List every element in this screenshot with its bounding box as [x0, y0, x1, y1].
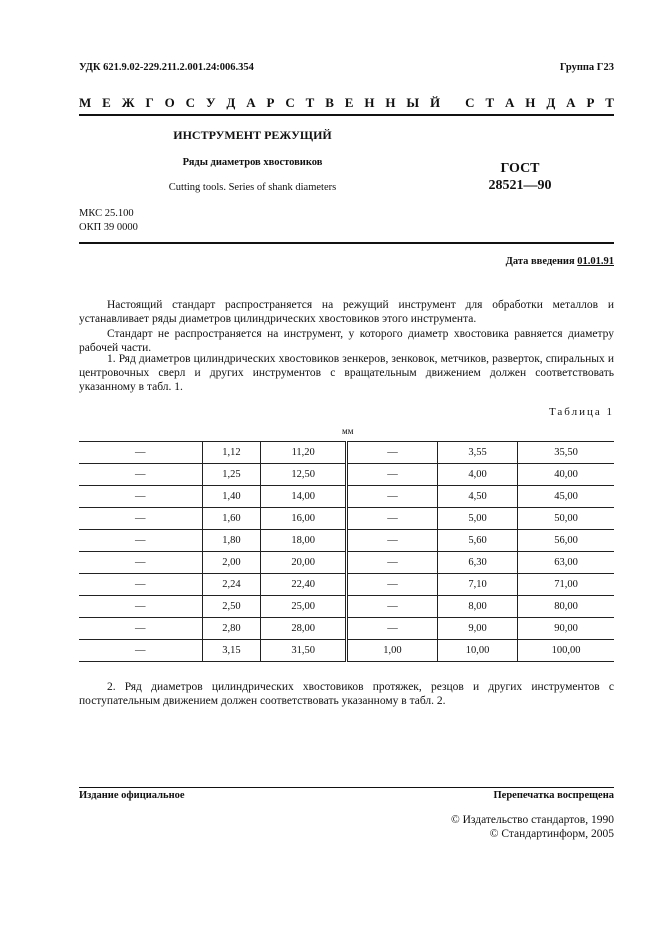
paragraph-clause-1-text: 1. Ряд диаметров цилиндрических хвостовиков зенкеров, зенковок, метчиков, разверток, спиральных и центровочных сверл и других инструментов с вращательным движением должен соответствовать указанному в табл. 1. — [79, 353, 614, 394]
table-row — [79, 442, 614, 464]
document-title: ИНСТРУМЕНТ РЕЖУЩИЙ — [173, 128, 332, 142]
heading-letter: О — [164, 95, 175, 110]
table-cell: 45,00 — [518, 486, 614, 508]
heading-letter: А — [566, 95, 576, 110]
table-cell: — — [79, 486, 202, 508]
intro-date — [506, 256, 614, 267]
table-cell: 40,00 — [518, 464, 614, 486]
diameter-table — [79, 441, 614, 662]
table-row — [79, 464, 614, 486]
heading-letter: Е — [344, 95, 354, 110]
gost-label: ГОСТ — [500, 161, 540, 176]
table-cell: 1,25 — [202, 464, 261, 486]
table-cell: — — [346, 596, 437, 618]
heading-letter: А — [505, 95, 515, 110]
table-cell: 50,00 — [518, 508, 614, 530]
document-subtitle-en: Cutting tools. Series of shank diameters — [168, 182, 337, 193]
table-cell: 6,30 — [437, 552, 517, 574]
table-cell: — — [346, 442, 437, 464]
table-row — [79, 574, 614, 596]
official-edition-label: Издание официальное — [79, 790, 185, 801]
copyright-1990: © Издательство стандартов, 1990 — [450, 814, 614, 826]
group-code: Группа Г23 — [559, 62, 614, 73]
standard-type-heading — [79, 95, 614, 111]
heading-letter: Н — [364, 95, 375, 110]
table-cell: 22,40 — [261, 574, 347, 596]
table-cell: — — [346, 552, 437, 574]
table-cell: 8,00 — [437, 596, 517, 618]
table-cell: 1,80 — [202, 530, 261, 552]
heading-letter: Й — [430, 95, 441, 110]
copyright-block — [451, 813, 614, 841]
table-cell: 35,50 — [518, 442, 614, 464]
table-cell: — — [346, 464, 437, 486]
table-cell: 90,00 — [518, 618, 614, 640]
table-cell: 2,24 — [202, 574, 261, 596]
table-cell: — — [79, 596, 202, 618]
table-cell: — — [79, 618, 202, 640]
paragraph-scope — [79, 298, 614, 326]
classification-codes — [79, 207, 138, 235]
table-cell: — — [79, 552, 202, 574]
table-cell: — — [79, 530, 202, 552]
heading-letter: С — [285, 95, 295, 110]
table-cell: 7,10 — [437, 574, 517, 596]
heading-letter: С — [465, 95, 475, 110]
document-subtitle-ru: Ряды диаметров хвостовиков — [182, 157, 323, 168]
heading-letter: С — [185, 95, 196, 110]
table-row — [79, 508, 614, 530]
paragraph-clause-2 — [79, 680, 614, 708]
title-rule — [79, 242, 614, 244]
table-cell: 20,00 — [261, 552, 347, 574]
table-cell: 18,00 — [261, 530, 347, 552]
heading-letter: Н — [525, 95, 536, 110]
intro-date-value: 01.01.91 — [577, 256, 614, 267]
copyright-2005: © Стандартинформ, 2005 — [489, 828, 614, 840]
table-cell: 31,50 — [261, 640, 347, 662]
table-cell: 10,00 — [437, 640, 517, 662]
table-cell: 14,00 — [261, 486, 347, 508]
reprint-prohibited-label: Перепечатка воспрещена — [493, 790, 614, 801]
table-cell: — — [346, 508, 437, 530]
table-cell: — — [79, 464, 202, 486]
heading-letter: Ж — [121, 95, 135, 110]
table-cell: 100,00 — [518, 640, 614, 662]
table-cell: 1,00 — [346, 640, 437, 662]
heading-letter: Т — [305, 95, 315, 110]
table-cell: 1,12 — [202, 442, 261, 464]
table-cell: — — [346, 486, 437, 508]
table-caption: Таблица 1 — [548, 406, 614, 418]
table-cell: 5,60 — [437, 530, 517, 552]
footer-rule — [79, 787, 614, 788]
table-cell: 28,00 — [261, 618, 347, 640]
table-cell: 11,20 — [261, 442, 347, 464]
heading-letter: М — [79, 95, 92, 110]
gost-number: 28521—90 — [488, 178, 552, 193]
table-row — [79, 596, 614, 618]
table-cell: 1,40 — [202, 486, 261, 508]
table-cell: 5,00 — [437, 508, 517, 530]
table-cell: 12,50 — [261, 464, 347, 486]
table-cell: 1,60 — [202, 508, 261, 530]
paragraph-exclusion-text: Стандарт не распространяется на инструмент, у которого диаметр хвостовика равняется диаметру рабочей части. — [79, 328, 614, 355]
heading-letter: Д — [226, 95, 236, 110]
header-rule — [79, 114, 614, 116]
heading-letter: Г — [145, 95, 154, 110]
table-cell: 16,00 — [261, 508, 347, 530]
table-cell: 56,00 — [518, 530, 614, 552]
gost-designation — [480, 160, 560, 194]
heading-letter: Р — [266, 95, 275, 110]
heading-letter: Н — [385, 95, 396, 110]
table-unit: мм — [342, 426, 354, 436]
heading-letter: А — [246, 95, 256, 110]
table-cell: — — [79, 574, 202, 596]
heading-letter — [451, 95, 454, 111]
paragraph-clause-1 — [79, 352, 614, 395]
okp-code: ОКП 39 0000 — [79, 222, 138, 233]
table-cell: 80,00 — [518, 596, 614, 618]
heading-letter: Е — [102, 95, 111, 110]
table-cell: — — [346, 618, 437, 640]
heading-letter: У — [205, 95, 216, 110]
table-row — [79, 486, 614, 508]
heading-letter: Д — [546, 95, 556, 110]
table-cell: — — [346, 530, 437, 552]
table-cell: 71,00 — [518, 574, 614, 596]
table-row — [79, 530, 614, 552]
heading-letter: Т — [485, 95, 495, 110]
table-cell: 63,00 — [518, 552, 614, 574]
table-cell: 2,80 — [202, 618, 261, 640]
heading-letter: Ы — [406, 95, 420, 110]
heading-letter: Р — [586, 95, 595, 110]
udk-code: УДК 621.9.02-229.211.2.001.24:006.354 — [79, 62, 254, 73]
table-cell: — — [79, 640, 202, 662]
table-cell: 2,50 — [202, 596, 261, 618]
table-cell: 4,00 — [437, 464, 517, 486]
intro-date-label: Дата введения — [505, 256, 575, 267]
table-cell: — — [79, 442, 202, 464]
table-cell: — — [346, 574, 437, 596]
heading-letter: В — [325, 95, 334, 110]
table-row — [79, 618, 614, 640]
mks-code: МКС 25.100 — [79, 208, 134, 219]
paragraph-scope-text: Настоящий стандарт распространяется на режущий инструмент для обработки металлов и устанавливает ряды диаметров цилиндрических хвостовиков этого инструмента. — [79, 299, 614, 326]
table-row — [79, 552, 614, 574]
table-row — [79, 640, 614, 662]
table-cell: 3,15 — [202, 640, 261, 662]
paragraph-clause-2-text: 2. Ряд диаметров цилиндрических хвостовиков протяжек, резцов и других инструментов с поступательным движением должен соответствовать указанному в табл. 2. — [79, 681, 614, 708]
table-cell: 9,00 — [437, 618, 517, 640]
table-cell: — — [79, 508, 202, 530]
table-cell: 2,00 — [202, 552, 261, 574]
table-cell: 4,50 — [437, 486, 517, 508]
heading-letter: Т — [605, 95, 614, 110]
table-cell: 25,00 — [261, 596, 347, 618]
table-cell: 3,55 — [437, 442, 517, 464]
